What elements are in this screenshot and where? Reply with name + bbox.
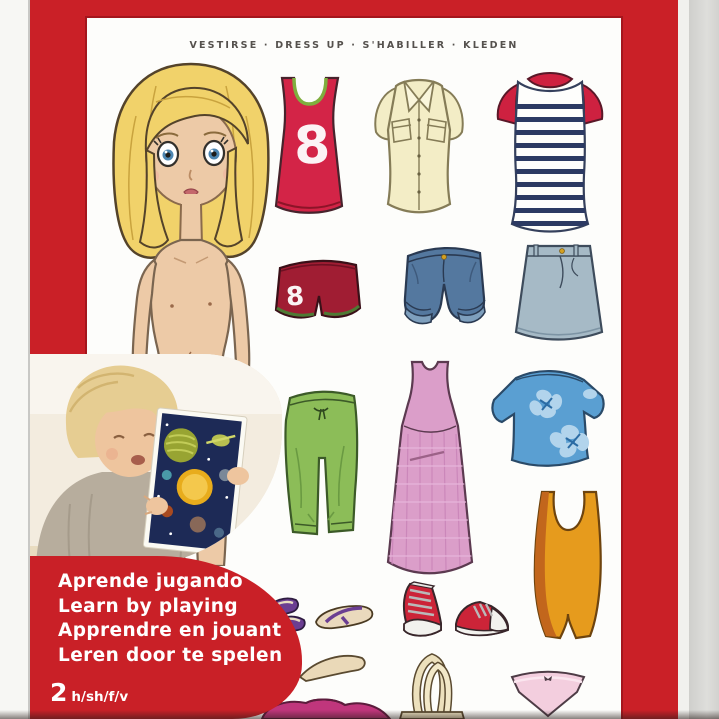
player-count-number: 2 [50, 678, 68, 707]
tagline-panel [30, 556, 302, 719]
background-left-strip [0, 0, 29, 719]
capri-pants [278, 388, 364, 542]
tagline-en: Learn by playing [58, 595, 239, 617]
taglines [58, 570, 283, 668]
bottom-edge-shadow [0, 710, 719, 719]
pink-dress [382, 356, 478, 578]
striped-tee [490, 64, 610, 234]
background-right-strip [689, 0, 719, 719]
tagline-nl: Leren door te spelen [58, 644, 283, 666]
tank-number-print: 8 [292, 115, 332, 177]
button-shirt [366, 70, 472, 218]
flip-flop [312, 598, 376, 634]
box-title: VESTIRSE · DRESS UP · S'HABILLER · KLEDEN [189, 40, 519, 51]
denim-shorts [398, 242, 490, 330]
swimsuit [528, 486, 608, 646]
hi-top-sneaker [396, 578, 446, 640]
handbag [394, 650, 468, 719]
low-sneaker [450, 596, 512, 638]
tagline-es: Aprende jugando [58, 571, 243, 592]
player-count [50, 678, 128, 707]
flower-top [486, 362, 608, 468]
shorts-number-print: 8 [284, 281, 306, 313]
denim-skirt [512, 238, 606, 342]
espadrille [296, 650, 370, 682]
player-count-units: h/sh/f/v [71, 689, 129, 705]
tagline-fr: Apprendre en jouant [58, 620, 282, 641]
